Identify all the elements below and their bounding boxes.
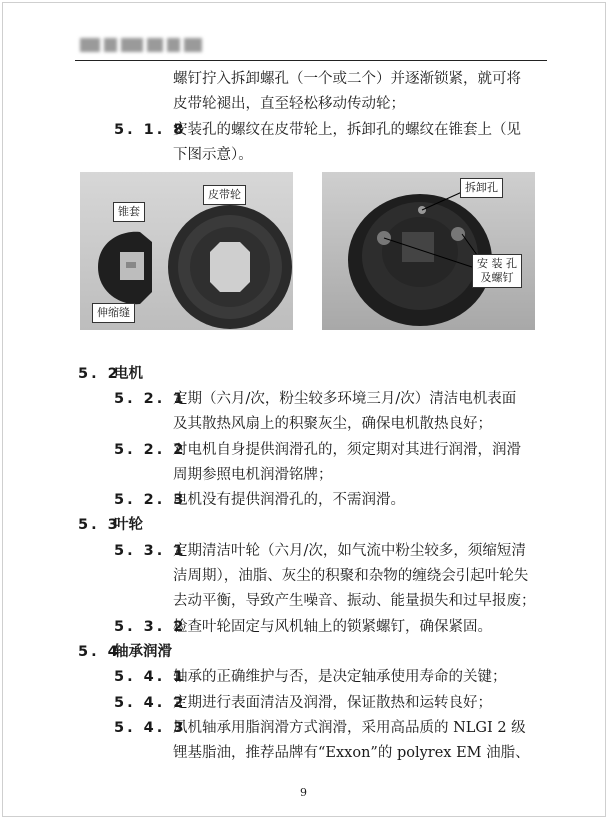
section-5-1-8-line-2: 下图示意）。 (173, 147, 253, 163)
section-5-2-1-line-1: 定期（六月/次，粉尘较多环境三月/次）清洁电机表面 (173, 391, 517, 407)
photo-taper-bush-and-pulley (80, 172, 293, 330)
section-5-4-3-line-2: 锂基脂油，推荐品牌有“Exxon”的 polyrex EM 油脂、 (173, 745, 530, 761)
section-5-4-2-number: 5. 4. 2 (114, 695, 187, 711)
header-rule (75, 60, 547, 61)
header-logo-blurred (80, 36, 202, 54)
section-5-4-title: 轴承润滑 (114, 644, 172, 660)
section-5-1-8-line-1: 安装孔的螺纹在皮带轮上，拆卸孔的螺纹在锥套上（见 (173, 122, 521, 138)
section-5-3-2-line-1: 检查叶轮固定与风机轴上的锁紧螺钉，确保紧固。 (173, 619, 492, 635)
section-5-3-number: 5. 3 (78, 517, 121, 533)
section-5-4-2-line-1: 定期进行表面清洁及润滑，保证散热和运转良好； (173, 695, 492, 711)
section-5-3-1-line-3: 去动平衡，导致产生噪音、振动、能量损失和过早报废； (173, 593, 536, 609)
section-5-3-1-line-2: 洁周期），油脂、灰尘的积聚和杂物的缠绕会引起叶轮失 (173, 568, 529, 584)
label-install-hole-line-1: 安 装 孔 (477, 257, 517, 270)
section-5-4-3-line-1: 风机轴承用脂润滑方式润滑，采用高品质的 NLGI 2 级 (173, 720, 526, 736)
section-5-3-1-line-1: 定期清洁叶轮（六月/次，如气流中粉尘较多，须缩短清 (173, 543, 526, 559)
section-5-3-2-number: 5. 3. 2 (114, 619, 187, 635)
photo-assembled-pulley-illustration (322, 172, 535, 330)
section-5-2-2-line-2: 周期参照电机润滑铭牌； (173, 467, 333, 483)
section-5-2-3-line-1: 电机没有提供润滑孔的，不需润滑。 (173, 492, 405, 508)
intro-line-2: 皮带轮褪出，直至轻松移动传动轮； (173, 96, 405, 112)
section-5-3-1-number: 5. 3. 1 (114, 543, 187, 559)
section-5-4-1-number: 5. 4. 1 (114, 669, 187, 685)
section-5-4-3-number: 5. 4. 3 (114, 720, 187, 736)
section-5-2-number: 5. 2 (78, 366, 121, 382)
section-5-4-1-line-1: 轴承的正确维护与否，是决定轴承使用寿命的关键； (173, 669, 507, 685)
section-5-2-3-number: 5. 2. 3 (114, 492, 187, 508)
section-5-2-title: 电机 (114, 366, 143, 382)
section-5-3-title: 叶轮 (114, 517, 143, 533)
label-pulley: 皮带轮 (203, 185, 246, 205)
section-5-4-number: 5. 4 (78, 644, 121, 660)
section-5-2-1-number: 5. 2. 1 (114, 391, 187, 407)
label-install-hole-line-2: 及螺钉 (480, 271, 514, 284)
intro-line-1: 螺钉拧入拆卸螺孔（一个或二个）并逐渐锁紧，就可将 (173, 71, 521, 87)
page-number: 9 (300, 786, 307, 799)
label-taper-bush: 锥套 (113, 202, 145, 222)
section-5-2-1-line-2: 及其散热风扇上的积聚灰尘，确保电机散热良好； (173, 416, 492, 432)
section-5-1-8-number: 5. 1. 8 (114, 122, 187, 138)
label-removal-hole: 拆卸孔 (460, 178, 503, 198)
section-5-2-2-number: 5. 2. 2 (114, 442, 187, 458)
photo-assembled-pulley (322, 172, 535, 330)
label-expansion-slot: 伸缩缝 (92, 303, 135, 323)
label-install-hole (472, 254, 522, 288)
section-5-2-2-line-1: 对电机自身提供润滑孔的，须定期对其进行润滑，润滑 (173, 442, 521, 458)
